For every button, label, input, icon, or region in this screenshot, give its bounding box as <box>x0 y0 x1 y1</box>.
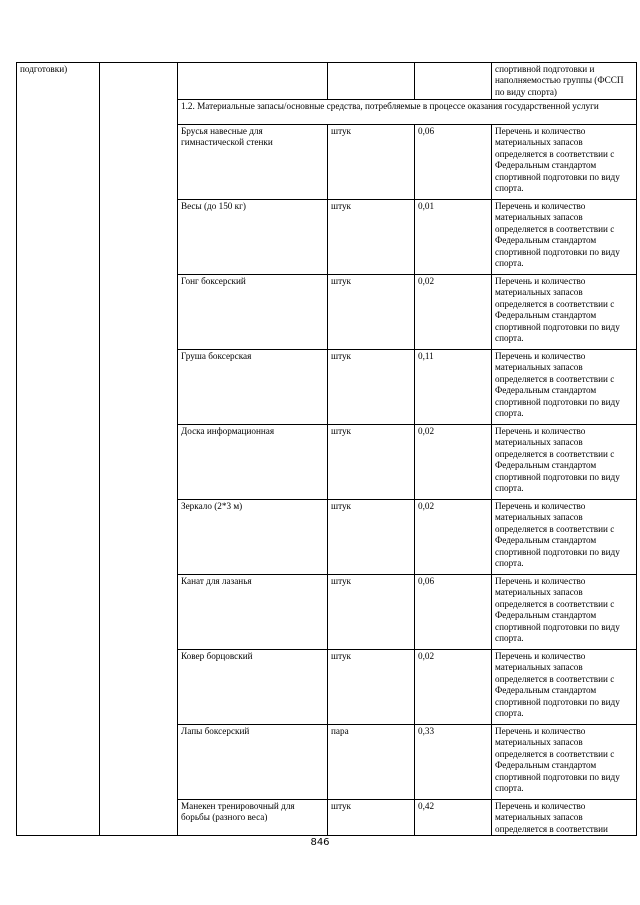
page-number: 846 <box>310 837 330 848</box>
item-value: 0,02 <box>415 425 492 500</box>
item-value: 0,02 <box>415 275 492 350</box>
item-name: Лапы боксерский <box>178 725 328 800</box>
item-unit: штук <box>328 800 415 836</box>
item-unit: штук <box>328 125 415 200</box>
item-note: Перечень и количество материальных запасов определяется в соответствии с Федеральным стандартом спортивной подготовки по виду спорта. <box>492 725 637 800</box>
item-name: Груша боксерская <box>178 350 328 425</box>
item-value: 0,33 <box>415 725 492 800</box>
section-title: 1.2. Материальные запасы/основные средства, потребляемые в процессе оказания государственной услуги <box>178 100 637 125</box>
item-note: Перечень и количество материальных запасов определяется в соответствии с Федеральным стандартом спортивной подготовки по виду спорта. <box>492 500 637 575</box>
document-table <box>16 62 637 836</box>
item-value: 0,06 <box>415 125 492 200</box>
item-unit: штук <box>328 275 415 350</box>
item-name: Ковер борцовский <box>178 650 328 725</box>
item-name: Манекен тренировочный для борьбы (разного веса) <box>178 800 328 836</box>
item-note: Перечень и количество материальных запасов определяется в соответствии с Федеральным стандартом спортивной подготовки по виду спорта. <box>492 575 637 650</box>
item-value: 0,42 <box>415 800 492 836</box>
item-unit: пара <box>328 725 415 800</box>
item-value: 0,02 <box>415 500 492 575</box>
item-value: 0,11 <box>415 350 492 425</box>
item-value: 0,02 <box>415 650 492 725</box>
empty-cell <box>328 63 415 100</box>
item-name: Гонг боксерский <box>178 275 328 350</box>
item-note: Перечень и количество материальных запасов определяется в соответствии с Федеральным стандартом спортивной подготовки по виду спорта. <box>492 425 637 500</box>
empty-cell <box>415 63 492 100</box>
item-unit: штук <box>328 575 415 650</box>
note-cell: спортивной подготовки и наполняемостью группы (ФССП по виду спорта) <box>492 63 637 100</box>
item-note: Перечень и количество материальных запасов определяется в соответствии с Федеральным стандартом спортивной подготовки по виду спорта. <box>492 125 637 200</box>
item-value: 0,06 <box>415 575 492 650</box>
item-note: Перечень и количество материальных запасов определяется в соответствии с Федеральным стандартом спортивной подготовки по виду спорта. <box>492 275 637 350</box>
item-name: Доска информационная <box>178 425 328 500</box>
item-name: Брусья навесные для гимнастической стенки <box>178 125 328 200</box>
empty-cell <box>178 63 328 100</box>
item-name: Канат для лазанья <box>178 575 328 650</box>
item-value: 0,01 <box>415 200 492 275</box>
item-name: Зеркало (2*3 м) <box>178 500 328 575</box>
item-note: Перечень и количество материальных запасов определяется в соответствии с Федеральным стандартом спортивной подготовки по виду спорта. <box>492 650 637 725</box>
category-cell: подготовки) <box>17 63 100 836</box>
empty-cell <box>100 63 178 836</box>
item-note: Перечень и количество материальных запасов определяется в соответствии <box>492 800 637 836</box>
item-unit: штук <box>328 350 415 425</box>
item-unit: штук <box>328 650 415 725</box>
item-name: Весы (до 150 кг) <box>178 200 328 275</box>
item-unit: штук <box>328 200 415 275</box>
item-note: Перечень и количество материальных запасов определяется в соответствии с Федеральным стандартом спортивной подготовки по виду спорта. <box>492 350 637 425</box>
item-unit: штук <box>328 425 415 500</box>
continuation-row <box>17 63 637 100</box>
item-note: Перечень и количество материальных запасов определяется в соответствии с Федеральным стандартом спортивной подготовки по виду спорта. <box>492 200 637 275</box>
item-unit: штук <box>328 500 415 575</box>
